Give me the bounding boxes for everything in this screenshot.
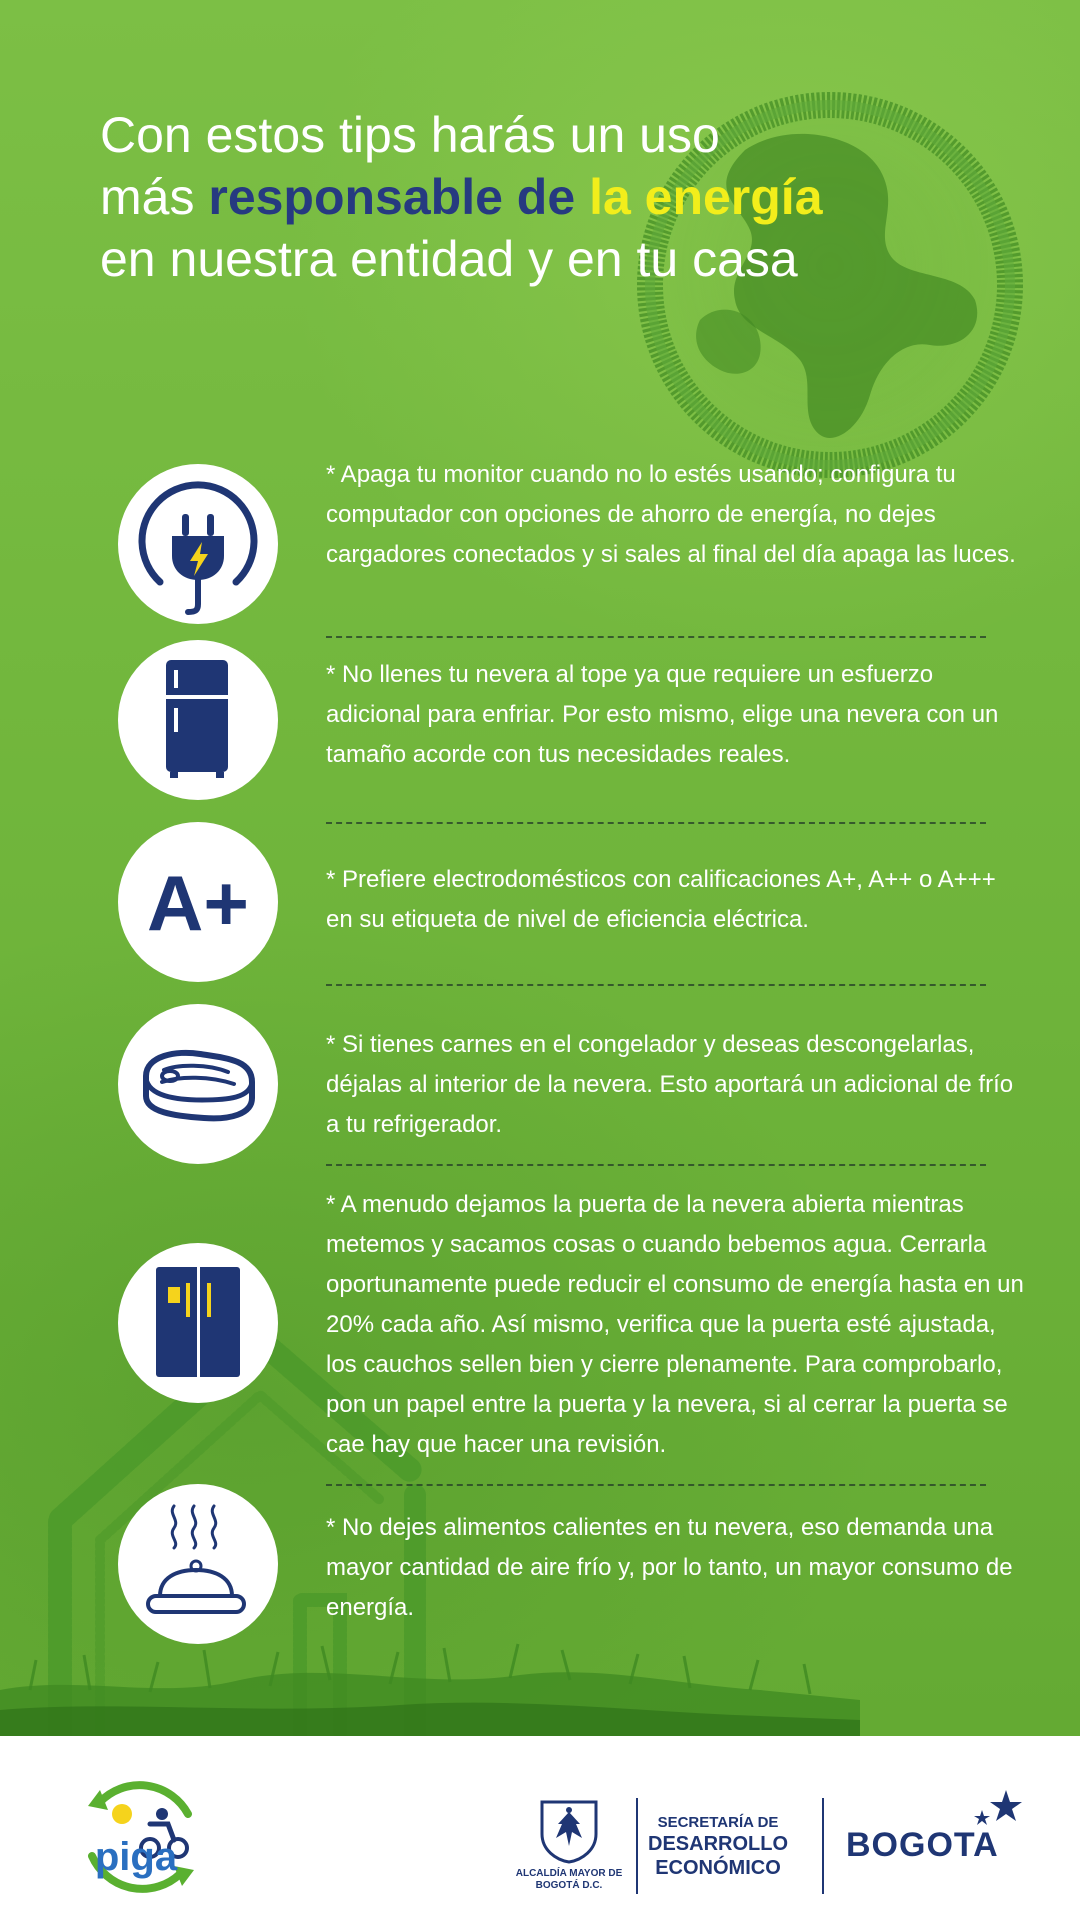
tip-5-icon-circle <box>118 1243 278 1403</box>
piga-logo-label: piga <box>94 1835 178 1879</box>
tip-1-icon-circle <box>118 464 278 624</box>
headline-highlight-yellow: la energía <box>589 169 823 225</box>
tip-6-text: * No dejes alimentos calientes en tu nevera, eso demanda una mayor cantidad de aire frío y, por lo tanto, un mayor consumo de energía. <box>326 1514 1013 1621</box>
tip-2-icon-circle <box>118 640 278 800</box>
tip-4-icon-circle <box>118 1004 278 1164</box>
tip-3-text: * Prefiere electrodomésticos con calificaciones A+, A++ o A+++ en su etiqueta de nivel de eficiencia eléctrica. <box>326 866 996 933</box>
bogota-logo-text: BOGOTA <box>846 1826 999 1864</box>
footer <box>0 1736 1080 1920</box>
grass-ground <box>0 1644 860 1736</box>
alcaldia-text: ALCALDÍA MAYOR DE BOGOTÁ D.C. <box>515 1868 623 1891</box>
secretaria-line-1: SECRETARÍA DE <box>657 1814 779 1831</box>
headline-line-2 <box>100 166 1000 228</box>
refrigerator-icon <box>118 640 278 800</box>
footer-separator <box>822 1798 824 1894</box>
headline-line-3: en nuestra entidad y en tu casa <box>100 231 798 287</box>
plug-icon <box>118 464 278 624</box>
hot-food-icon <box>118 1484 278 1644</box>
secretaria-line-3: ECONÓMICO <box>655 1857 781 1879</box>
tip-3-icon-circle <box>118 822 278 982</box>
tip-divider <box>326 822 986 824</box>
tip-divider <box>326 984 986 986</box>
headline-highlight-blue: responsable de <box>208 169 576 225</box>
tip-divider <box>326 1164 986 1166</box>
tip-5-text: * A menudo dejamos la puerta de la nevera abierta mientras metemos y sacamos cosas o cuando bebemos agua. Cerrarla oportunamente puede reducir el consumo de energía hasta en un 20% cada año. Así mismo, verifica que la puerta esté ajustada, los cauchos sellen bien y cierre plenamente. Para comprobarlo, pon un papel entre la puerta y la nevera, si al cerrar la puerta se cae hay que hacer una revisión. <box>326 1191 1024 1458</box>
headline-prefix: más <box>100 169 209 225</box>
double-door-fridge-icon <box>118 1243 278 1403</box>
tip-divider <box>326 1484 986 1486</box>
piga-logo-icon <box>70 1766 210 1906</box>
energy-rating-icon <box>118 822 278 982</box>
tip-6-icon-circle <box>118 1484 278 1644</box>
headline-space <box>575 169 589 225</box>
bogota-shield-icon <box>538 1798 600 1864</box>
tip-4-text: * Si tienes carnes en el congelador y deseas descongelarlas, déjalas al interior de la nevera. Esto aportará un adicional de frío a tu refrigerador. <box>326 1031 1014 1138</box>
footer-separator <box>636 1798 638 1894</box>
tip-divider <box>326 636 986 638</box>
secretaria-text <box>648 1814 788 1880</box>
energy-rating-label: A+ <box>147 859 249 947</box>
tip-1-text: * Apaga tu monitor cuando no lo estés usando; configura tu computador con opciones de ahorro de energía, no dejes cargadores conectados y si sales al final del día apaga las luces. <box>326 461 1016 568</box>
page-title <box>100 104 1000 290</box>
headline-line-1: Con estos tips harás un uso <box>100 107 720 163</box>
secretaria-line-2: DESARROLLO <box>648 1833 788 1855</box>
bogota-stars-icon <box>968 1788 1024 1838</box>
tip-2-text: * No llenes tu nevera al tope ya que requiere un esfuerzo adicional para enfriar. Por esto mismo, elige una nevera con un tamaño acorde con tus necesidades reales. <box>326 661 999 768</box>
meat-icon <box>118 1004 278 1164</box>
